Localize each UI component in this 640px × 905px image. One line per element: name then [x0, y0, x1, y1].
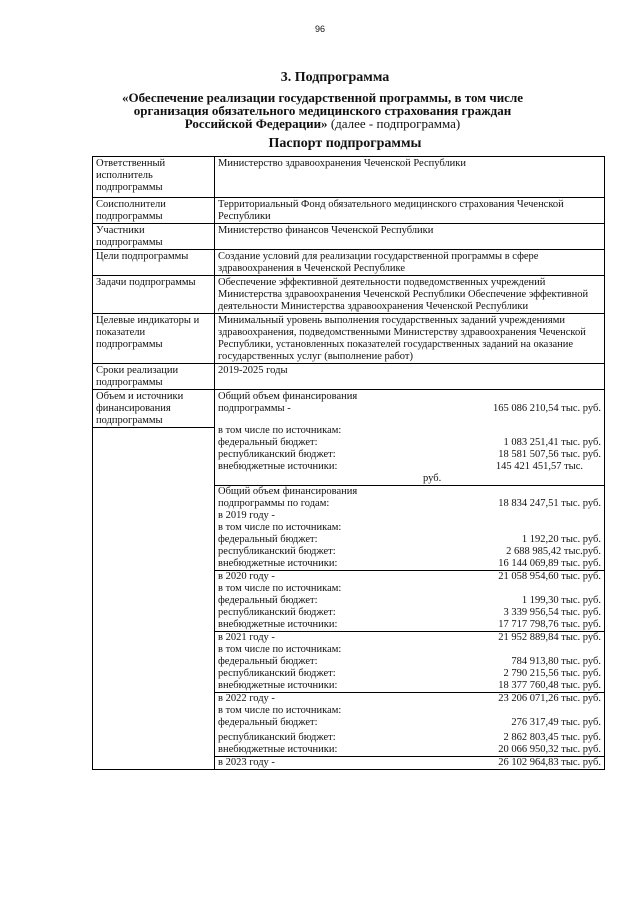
row-label: Сроки реализации подпрограммы [93, 364, 215, 390]
table-row [93, 364, 605, 390]
extra-row [218, 680, 601, 692]
by-year-line2: подпрограммы по годам: [218, 498, 330, 509]
republic-label: республиканский бюджет: [218, 607, 336, 618]
total-line1: Общий объем финансирования [218, 391, 358, 402]
financing-year-block-2021 [215, 631, 604, 692]
republic-value: 18 581 507,56 тыс. руб. [498, 449, 601, 460]
year-label: в 2020 году - [218, 571, 275, 582]
federal-row [218, 595, 601, 607]
federal-value: 1 192,20 тыс. руб. [521, 534, 601, 545]
extra-row [218, 558, 601, 570]
extra-value: 20 066 950,32 тыс. руб. [498, 744, 601, 755]
extra-label: внебюджетные источники: [218, 744, 338, 755]
row-text: 2019-2025 годы [215, 364, 605, 390]
republic-label: республиканский бюджет: [218, 732, 336, 743]
federal-label: федеральный бюджет: [218, 595, 318, 606]
federal-label: федеральный бюджет: [218, 534, 318, 545]
extra-label: внебюджетные источники: [218, 461, 338, 472]
federal-label: федеральный бюджет: [218, 717, 318, 728]
federal-row [218, 656, 601, 668]
extra-value: 17 717 798,76 тыс. руб. [498, 619, 601, 630]
financing-year-block-2020 [215, 570, 604, 631]
year-total-value: 21 952 889,84 тыс. руб. [498, 632, 601, 643]
year-row [218, 632, 601, 644]
financing-total-block [215, 391, 604, 485]
table-row [93, 276, 605, 314]
year-row [218, 757, 601, 769]
financing-cell [215, 390, 605, 770]
extra-row [218, 619, 601, 631]
republic-label: республиканский бюджет: [218, 449, 336, 460]
republic-row [218, 668, 601, 680]
sources-intro: в том числе по источникам: [218, 644, 342, 655]
row-text: Территориальный Фонд обязательного медицинского страхования Чеченской Республики [215, 198, 605, 224]
republic-row [218, 607, 601, 619]
subprogram-subtitle [100, 91, 545, 130]
year-label: в 2021 году - [218, 632, 275, 643]
table-row [93, 314, 605, 364]
republic-label: республиканский бюджет: [218, 546, 336, 557]
financing-label: Объем и источники финансирования подпрограммы [93, 390, 215, 770]
sources-intro: в том числе по источникам: [218, 583, 342, 594]
republic-row [218, 732, 601, 744]
year-total-value: 26 102 964,83 тыс. руб. [498, 757, 601, 768]
federal-value: 784 913,80 тыс. руб. [511, 656, 601, 667]
extra-row [218, 744, 601, 756]
federal-value: 1 083 251,41 тыс. руб. [503, 437, 601, 448]
republic-value: 2 790 215,56 тыс. руб. [503, 668, 601, 679]
section-title: 3. Подпрограмма [280, 70, 390, 85]
table-row [93, 250, 605, 276]
total-value: 165 086 210,54 тыс. руб. [493, 403, 601, 414]
row-text: Минимальный уровень выполнения государственных заданий учреждениями здравоохранения, подведомственными Министерству здравоохранения Чеченской Республики, установленных показателей государственных заданий на оказание государственных услуг (выполнение работ) [215, 314, 605, 364]
year-row [218, 693, 601, 705]
year-total-value: 18 834 247,51 тыс. руб. [498, 498, 601, 509]
republic-row [218, 546, 601, 558]
extra-label: внебюджетные источники: [218, 558, 338, 569]
year-label: в 2022 году - [218, 693, 275, 704]
republic-label: республиканский бюджет: [218, 668, 336, 679]
extra-unit: руб. [423, 473, 442, 484]
total-republic-row [218, 449, 601, 461]
extra-value: 145 421 451,57 тыс. [495, 461, 583, 472]
passport-title: Паспорт подпрограммы [268, 136, 422, 151]
sources-intro: в том числе по источникам: [218, 522, 342, 533]
row-label: Целевые индикаторы и показатели подпрограммы [93, 314, 215, 364]
total-row [218, 403, 601, 415]
total-federal-row [218, 437, 601, 449]
federal-row [218, 534, 601, 546]
extra-label: внебюджетные источники: [218, 619, 338, 630]
row-text: Министерство здравоохранения Чеченской Республики [215, 157, 605, 198]
federal-row [218, 717, 601, 732]
sources-intro: в том числе по источникам: [218, 705, 342, 716]
republic-value: 2 688 985,42 тыс.руб. [506, 546, 601, 557]
federal-label: федеральный бюджет: [218, 656, 318, 667]
row-label: Ответственный исполнитель подпрограммы [93, 157, 215, 198]
extra-value: 18 377 760,48 тыс. руб. [498, 680, 601, 691]
row-label: Соисполнители подпрограммы [93, 198, 215, 224]
row-text: Обеспечение эффективной деятельности подведомственных учреждений Министерства здравоохранения Чеченской Республики Обеспечение эффективной деятельности Министерства здравоохранения Чеченской Республики [215, 276, 605, 314]
year-row [218, 571, 601, 583]
row-label: Задачи подпрограммы [93, 276, 215, 314]
federal-value: 276 317,49 тыс. руб. [511, 717, 601, 728]
financing-year-block-2019 [215, 485, 604, 570]
extra-label: внебюджетные источники: [218, 680, 338, 691]
year-label: в 2019 году - [218, 510, 275, 521]
total-extra-row [218, 461, 601, 473]
passport-table [92, 156, 605, 770]
federal-label: федеральный бюджет: [218, 437, 318, 448]
row-label: Цели подпрограммы [93, 250, 215, 276]
financing-year-block-2022 [215, 692, 604, 756]
year-total-value: 23 206 071,26 тыс. руб. [498, 693, 601, 704]
extra-value: 16 144 069,89 тыс. руб. [498, 558, 601, 569]
year-label: в 2023 году - [218, 757, 275, 768]
total-line2: подпрограммы - [218, 403, 291, 414]
subtitle-bold: «Обеспечение реализации государственной программы, в том числе организация обязательного медицинского страхования граждан Российской Федерации» [121, 90, 524, 131]
republic-value: 3 339 956,54 тыс. руб. [503, 607, 601, 618]
table-row [93, 224, 605, 250]
row-text: Создание условий для реализации государственной программы в сфере здравоохранения в Чеченской Республике [215, 250, 605, 276]
row-label: Участники подпрограммы [93, 224, 215, 250]
by-year-line1: Общий объем финансирования [218, 486, 358, 497]
financing-year-block-2023 [215, 756, 604, 769]
row-text: Министерство финансов Чеченской Республики [215, 224, 605, 250]
year-total-value: 21 058 954,60 тыс. руб. [498, 571, 601, 582]
page-number: 96 [314, 24, 325, 34]
table-row [93, 198, 605, 224]
by-year-row [218, 498, 601, 510]
total-sources-intro: в том числе по источникам: [218, 425, 342, 436]
subtitle-normal: (далее - подпрограмма) [327, 116, 461, 131]
table-row [93, 157, 605, 198]
federal-value: 1 199,30 тыс. руб. [521, 595, 601, 606]
financing-row [93, 390, 605, 770]
republic-value: 2 862 803,45 тыс. руб. [503, 732, 601, 743]
